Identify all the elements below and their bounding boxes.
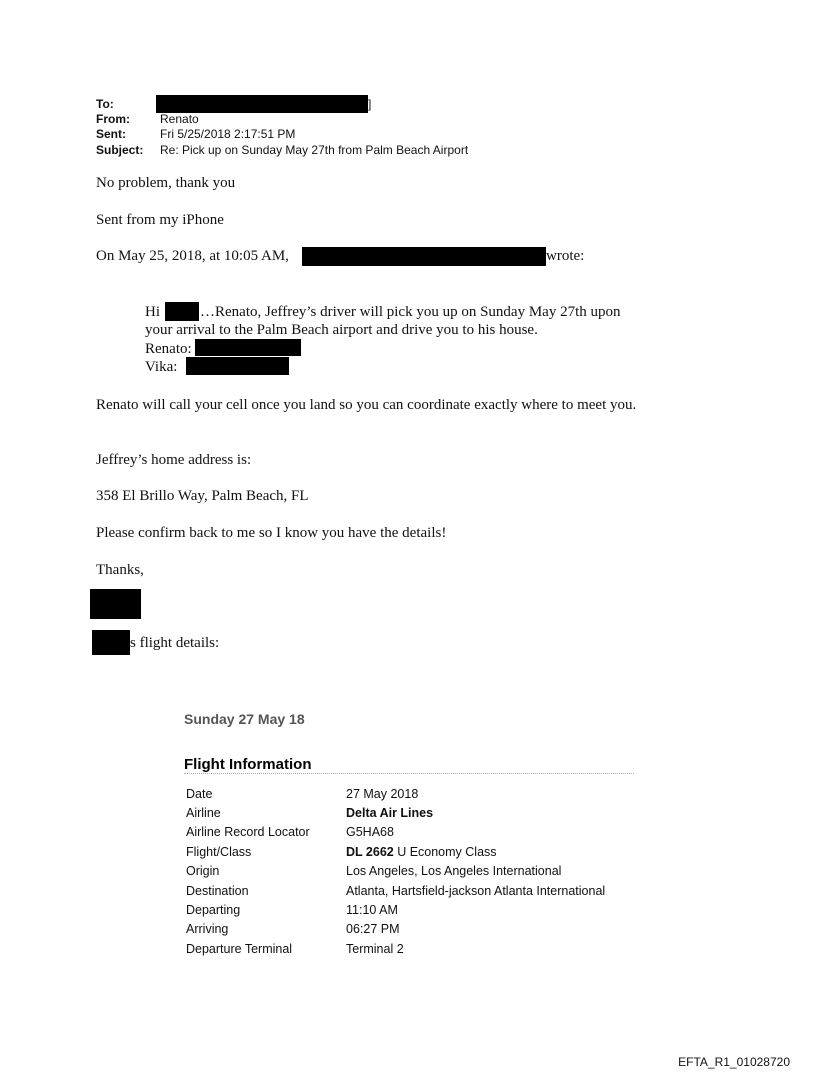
quoted-intro-suffix: wrote: [546,248,585,264]
redaction-passenger-name [92,630,130,655]
quoted-hi: Hi [145,304,160,320]
section-divider [184,773,634,774]
flight-info-label: Airline Record Locator [186,825,310,840]
sent-value: Fri 5/25/2018 2:17:51 PM [160,127,296,141]
quoted-line2: your arrival to the Palm Beach airport and drive you to his house. [145,322,538,338]
flight-info-value-text: Atlanta, Hartsfield-jackson Atlanta International [346,883,606,898]
flight-info-row [186,900,605,919]
itinerary-day-heading: Sunday 27 May 18 [184,711,305,727]
flight-info-value-text: Terminal 2 [346,941,404,956]
flight-info-label: Flight/Class [186,844,252,859]
reply-signature: Sent from my iPhone [96,212,224,228]
confirm-line: Please confirm back to me so I know you have the details! [96,525,447,541]
flight-class: U Economy Class [393,844,497,859]
flight-details-label: s flight details: [130,635,220,651]
sent-label: Sent: [96,127,126,141]
redaction-sender [302,247,546,266]
vika-label: Vika: [145,359,178,375]
call-line: Renato will call your cell once you land so you can coordinate exactly where to meet you. [96,397,637,413]
home-address: 358 El Brillo Way, Palm Beach, FL [96,488,309,504]
flight-info-row [186,862,605,881]
flight-info-value [346,803,605,822]
from-value: Renato [160,112,199,126]
flight-info-label: Departure Terminal [186,941,293,956]
flight-info-value [346,881,605,900]
flight-info-value-text: Delta Air Lines [346,806,434,821]
flight-info-value [346,784,605,803]
thanks-line: Thanks, [96,562,144,578]
flight-info-value-text: 27 May 2018 [346,786,419,801]
flight-info-row [186,939,605,958]
redaction-to [156,95,368,113]
flight-number: DL 2662 [346,844,394,859]
to-label: To: [96,97,114,111]
quoted-line1: …Renato, Jeffrey’s driver will pick you up on Sunday May 27th upon [200,304,621,320]
flight-info-value-text: 11:10 AM [346,903,398,918]
flight-info-row [186,784,605,803]
flight-info-row [186,823,605,842]
flight-info-row [186,803,605,822]
quoted-intro-prefix: On May 25, 2018, at 10:05 AM, [96,248,289,264]
subject-label: Subject: [96,143,144,157]
to-suffix: ] [368,97,372,111]
flight-info-value [346,862,605,881]
flight-info-label: Departing [186,903,241,918]
from-label: From: [96,112,130,126]
flight-info-value [346,900,605,919]
redaction-signature [90,589,141,619]
flight-info-value [346,939,605,958]
redaction-renato-phone [195,339,301,356]
flight-info-label: Destination [186,883,249,898]
flight-info-value [346,842,605,861]
reply-text: No problem, thank you [96,175,236,191]
flight-info-label: Airline [186,806,221,821]
flight-info-value [346,823,605,842]
flight-info-value-text: 06:27 PM [346,922,400,937]
flight-info-label: Origin [186,864,220,879]
flight-info-heading: Flight Information [184,756,312,773]
flight-info-row [186,842,605,861]
flight-info-value-text: G5HA68 [346,825,394,840]
document-id: EFTA_R1_01028720 [678,1055,790,1069]
flight-info-label: Date [186,786,213,801]
address-label: Jeffrey’s home address is: [96,452,252,468]
flight-info-row [186,920,605,939]
subject-value: Re: Pick up on Sunday May 27th from Palm Beach Airport [160,143,469,157]
flight-info-value-text: Los Angeles, Los Angeles International [346,864,562,879]
redaction-vika-phone [186,357,289,375]
flight-info-table [186,784,605,959]
redaction-greeting-name [165,302,199,321]
renato-label: Renato: [145,341,192,357]
flight-info-label: Arriving [186,922,229,937]
flight-info-row [186,881,605,900]
flight-info-value [346,920,605,939]
